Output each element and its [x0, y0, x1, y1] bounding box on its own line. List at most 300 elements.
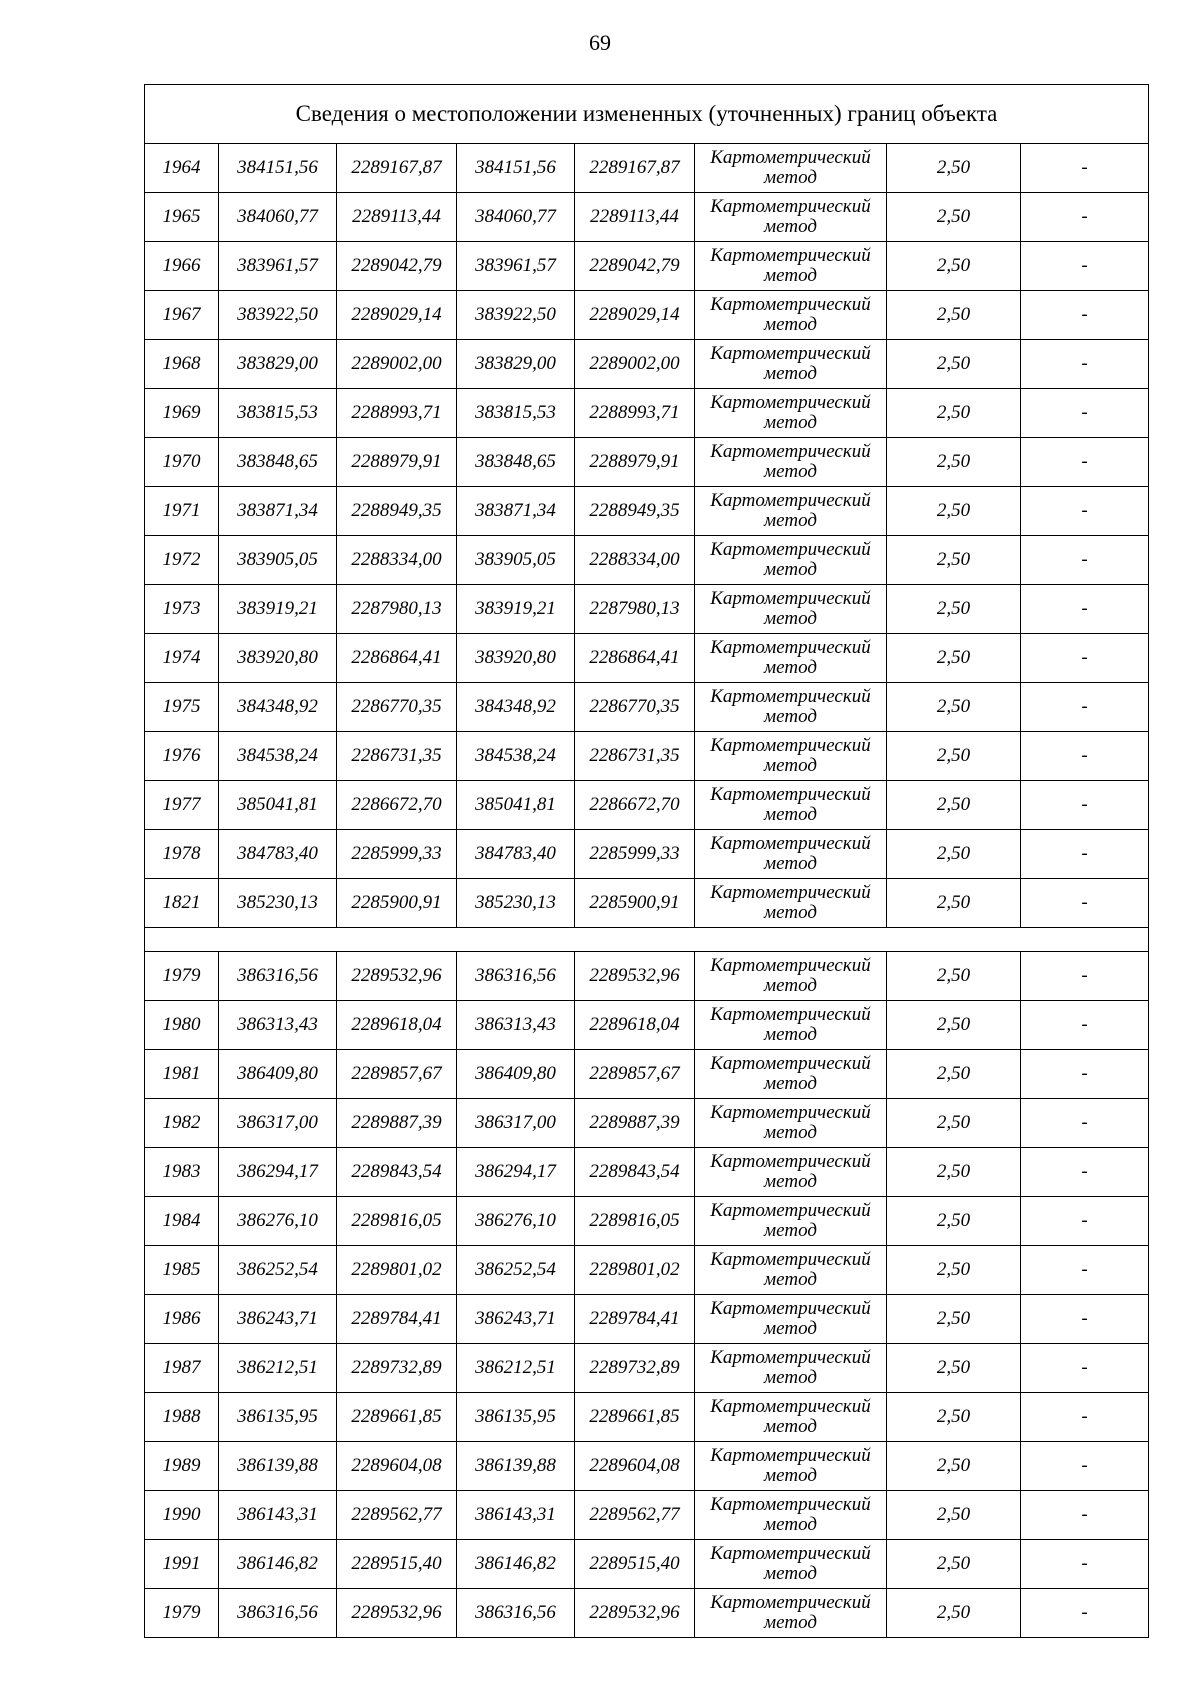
method-cell [695, 389, 887, 438]
existing-x-cell: 384060,77 [219, 193, 337, 242]
accuracy-cell: 2,50 [887, 291, 1021, 340]
existing-y-cell: 2289562,77 [337, 1491, 457, 1540]
existing-x-cell: 383920,80 [219, 634, 337, 683]
method-line2: метод [764, 706, 817, 727]
point-number-cell: 1985 [145, 1246, 219, 1295]
point-number-cell: 1821 [145, 879, 219, 928]
refined-y-cell: 2289801,02 [575, 1246, 695, 1295]
point-number-cell: 1983 [145, 1148, 219, 1197]
description-cell: - [1021, 487, 1149, 536]
method-line2: метод [764, 1220, 817, 1241]
accuracy-cell: 2,50 [887, 1050, 1021, 1099]
refined-x-cell: 383871,34 [457, 487, 575, 536]
refined-x-cell: 386135,95 [457, 1393, 575, 1442]
method-line1: Картометрический [710, 441, 871, 462]
point-number-cell: 1970 [145, 438, 219, 487]
existing-x-cell: 386316,56 [219, 1589, 337, 1638]
method-cell [695, 487, 887, 536]
method-line1: Картометрический [710, 147, 871, 168]
accuracy-cell: 2,50 [887, 683, 1021, 732]
method-line1: Картометрический [710, 490, 871, 511]
method-line1: Картометрический [710, 1445, 871, 1466]
method-cell [695, 1344, 887, 1393]
description-cell: - [1021, 1344, 1149, 1393]
refined-x-cell: 383920,80 [457, 634, 575, 683]
refined-x-cell: 383961,57 [457, 242, 575, 291]
existing-x-cell: 386317,00 [219, 1099, 337, 1148]
description-cell: - [1021, 1148, 1149, 1197]
method-line1: Картометрический [710, 392, 871, 413]
existing-x-cell: 386409,80 [219, 1050, 337, 1099]
description-cell: - [1021, 732, 1149, 781]
accuracy-cell: 2,50 [887, 1197, 1021, 1246]
description-cell: - [1021, 879, 1149, 928]
accuracy-cell: 2,50 [887, 732, 1021, 781]
existing-y-cell: 2286672,70 [337, 781, 457, 830]
refined-y-cell: 2289562,77 [575, 1491, 695, 1540]
table-row [145, 1246, 1149, 1295]
accuracy-cell: 2,50 [887, 585, 1021, 634]
existing-x-cell: 386212,51 [219, 1344, 337, 1393]
table-row [145, 830, 1149, 879]
refined-x-cell: 384783,40 [457, 830, 575, 879]
existing-x-cell: 383922,50 [219, 291, 337, 340]
refined-y-cell: 2289532,96 [575, 1589, 695, 1638]
table-row [145, 1491, 1149, 1540]
existing-y-cell: 2289784,41 [337, 1295, 457, 1344]
refined-y-cell: 2286864,41 [575, 634, 695, 683]
refined-x-cell: 383815,53 [457, 389, 575, 438]
method-line1: Картометрический [710, 686, 871, 707]
description-cell: - [1021, 781, 1149, 830]
existing-y-cell: 2285999,33 [337, 830, 457, 879]
accuracy-cell: 2,50 [887, 1001, 1021, 1050]
existing-y-cell: 2289661,85 [337, 1393, 457, 1442]
refined-x-cell: 386252,54 [457, 1246, 575, 1295]
existing-y-cell: 2289532,96 [337, 952, 457, 1001]
table-row [145, 1393, 1149, 1442]
point-number-cell: 1980 [145, 1001, 219, 1050]
method-line2: метод [764, 412, 817, 433]
method-cell [695, 879, 887, 928]
method-cell [695, 1050, 887, 1099]
existing-x-cell: 386252,54 [219, 1246, 337, 1295]
method-cell [695, 536, 887, 585]
existing-x-cell: 383815,53 [219, 389, 337, 438]
refined-x-cell: 386276,10 [457, 1197, 575, 1246]
existing-x-cell: 386316,56 [219, 952, 337, 1001]
description-cell: - [1021, 536, 1149, 585]
method-line2: метод [764, 804, 817, 825]
existing-y-cell: 2289532,96 [337, 1589, 457, 1638]
point-number-cell: 1979 [145, 952, 219, 1001]
point-number-cell: 1982 [145, 1099, 219, 1148]
accuracy-cell: 2,50 [887, 1442, 1021, 1491]
point-number-cell: 1972 [145, 536, 219, 585]
table-row [145, 1001, 1149, 1050]
method-line1: Картометрический [710, 1200, 871, 1221]
table-row [145, 1148, 1149, 1197]
method-cell [695, 1393, 887, 1442]
method-line2: метод [764, 1073, 817, 1094]
method-cell [695, 1099, 887, 1148]
description-cell: - [1021, 1050, 1149, 1099]
refined-y-cell: 2289816,05 [575, 1197, 695, 1246]
description-cell: - [1021, 1099, 1149, 1148]
point-number-cell: 1978 [145, 830, 219, 879]
refined-x-cell: 384348,92 [457, 683, 575, 732]
accuracy-cell: 2,50 [887, 144, 1021, 193]
point-number-cell: 1984 [145, 1197, 219, 1246]
description-cell: - [1021, 340, 1149, 389]
method-line1: Картометрический [710, 1004, 871, 1025]
method-line1: Картометрический [710, 637, 871, 658]
accuracy-cell: 2,50 [887, 952, 1021, 1001]
method-line1: Картометрический [710, 1543, 871, 1564]
method-line1: Картометрический [710, 343, 871, 364]
point-number-cell: 1987 [145, 1344, 219, 1393]
refined-y-cell: 2289042,79 [575, 242, 695, 291]
refined-y-cell: 2289515,40 [575, 1540, 695, 1589]
refined-x-cell: 386316,56 [457, 952, 575, 1001]
method-line1: Картометрический [710, 1347, 871, 1368]
method-line2: метод [764, 363, 817, 384]
refined-x-cell: 384151,56 [457, 144, 575, 193]
refined-y-cell: 2289784,41 [575, 1295, 695, 1344]
method-line2: метод [764, 1563, 817, 1584]
refined-y-cell: 2288979,91 [575, 438, 695, 487]
accuracy-cell: 2,50 [887, 1540, 1021, 1589]
existing-y-cell: 2288993,71 [337, 389, 457, 438]
method-cell [695, 1589, 887, 1638]
existing-x-cell: 385230,13 [219, 879, 337, 928]
existing-x-cell: 383905,05 [219, 536, 337, 585]
description-cell: - [1021, 1589, 1149, 1638]
table-row [145, 389, 1149, 438]
method-cell [695, 634, 887, 683]
method-line2: метод [764, 1465, 817, 1486]
table-row [145, 1050, 1149, 1099]
method-line1: Картометрический [710, 784, 871, 805]
refined-x-cell: 383919,21 [457, 585, 575, 634]
refined-x-cell: 386409,80 [457, 1050, 575, 1099]
method-line1: Картометрический [710, 1249, 871, 1270]
method-line2: метод [764, 1171, 817, 1192]
table-row [145, 585, 1149, 634]
method-line1: Картометрический [710, 294, 871, 315]
description-cell: - [1021, 438, 1149, 487]
refined-x-cell: 383829,00 [457, 340, 575, 389]
method-line2: метод [764, 902, 817, 923]
accuracy-cell: 2,50 [887, 1295, 1021, 1344]
method-line2: метод [764, 461, 817, 482]
point-number-cell: 1989 [145, 1442, 219, 1491]
point-number-cell: 1967 [145, 291, 219, 340]
method-cell [695, 1246, 887, 1295]
refined-y-cell: 2289604,08 [575, 1442, 695, 1491]
existing-y-cell: 2289002,00 [337, 340, 457, 389]
accuracy-cell: 2,50 [887, 242, 1021, 291]
table-row [145, 242, 1149, 291]
method-line2: метод [764, 975, 817, 996]
existing-y-cell: 2289887,39 [337, 1099, 457, 1148]
existing-y-cell: 2289515,40 [337, 1540, 457, 1589]
description-cell: - [1021, 634, 1149, 683]
point-number-cell: 1976 [145, 732, 219, 781]
table-row [145, 340, 1149, 389]
refined-y-cell: 2289887,39 [575, 1099, 695, 1148]
page-number: 69 [589, 30, 611, 55]
accuracy-cell: 2,50 [887, 781, 1021, 830]
accuracy-cell: 2,50 [887, 389, 1021, 438]
existing-y-cell: 2289042,79 [337, 242, 457, 291]
existing-x-cell: 386146,82 [219, 1540, 337, 1589]
refined-x-cell: 384538,24 [457, 732, 575, 781]
method-line2: метод [764, 1612, 817, 1633]
table-row [145, 1197, 1149, 1246]
accuracy-cell: 2,50 [887, 1393, 1021, 1442]
method-line2: метод [764, 510, 817, 531]
existing-x-cell: 383829,00 [219, 340, 337, 389]
table-title: Сведения о местоположении измененных (уточненных) границ объекта [145, 85, 1149, 144]
refined-y-cell: 2289857,67 [575, 1050, 695, 1099]
table-row [145, 1540, 1149, 1589]
existing-y-cell: 2289816,05 [337, 1197, 457, 1246]
accuracy-cell: 2,50 [887, 438, 1021, 487]
existing-y-cell: 2289167,87 [337, 144, 457, 193]
refined-y-cell: 2289618,04 [575, 1001, 695, 1050]
method-line2: метод [764, 1122, 817, 1143]
method-line1: Картометрический [710, 245, 871, 266]
table-row [145, 536, 1149, 585]
table-title-row [145, 85, 1149, 144]
accuracy-cell: 2,50 [887, 1099, 1021, 1148]
refined-x-cell: 383848,65 [457, 438, 575, 487]
refined-x-cell: 386313,43 [457, 1001, 575, 1050]
refined-x-cell: 386139,88 [457, 1442, 575, 1491]
accuracy-cell: 2,50 [887, 830, 1021, 879]
method-cell [695, 1295, 887, 1344]
description-cell: - [1021, 1491, 1149, 1540]
refined-y-cell: 2286731,35 [575, 732, 695, 781]
method-line2: метод [764, 1318, 817, 1339]
method-line2: метод [764, 314, 817, 335]
existing-x-cell: 384538,24 [219, 732, 337, 781]
method-line1: Картометрический [710, 196, 871, 217]
point-number-cell: 1991 [145, 1540, 219, 1589]
refined-y-cell: 2289167,87 [575, 144, 695, 193]
method-cell [695, 340, 887, 389]
table-row [145, 879, 1149, 928]
method-cell [695, 683, 887, 732]
method-line2: метод [764, 1514, 817, 1535]
point-number-cell: 1971 [145, 487, 219, 536]
method-cell [695, 1197, 887, 1246]
refined-x-cell: 383905,05 [457, 536, 575, 585]
description-cell: - [1021, 830, 1149, 879]
description-cell: - [1021, 1393, 1149, 1442]
accuracy-cell: 2,50 [887, 1589, 1021, 1638]
existing-x-cell: 383871,34 [219, 487, 337, 536]
method-line2: метод [764, 265, 817, 286]
point-number-cell: 1986 [145, 1295, 219, 1344]
existing-y-cell: 2289618,04 [337, 1001, 457, 1050]
accuracy-cell: 2,50 [887, 1344, 1021, 1393]
accuracy-cell: 2,50 [887, 193, 1021, 242]
existing-y-cell: 2286731,35 [337, 732, 457, 781]
refined-y-cell: 2289532,96 [575, 952, 695, 1001]
description-cell: - [1021, 1295, 1149, 1344]
point-number-cell: 1973 [145, 585, 219, 634]
existing-y-cell: 2288979,91 [337, 438, 457, 487]
boundary-coordinates-table [144, 84, 1149, 1638]
method-line1: Картометрический [710, 955, 871, 976]
method-line2: метод [764, 216, 817, 237]
accuracy-cell: 2,50 [887, 340, 1021, 389]
refined-y-cell: 2289002,00 [575, 340, 695, 389]
accuracy-cell: 2,50 [887, 1148, 1021, 1197]
table-row [145, 952, 1149, 1001]
refined-y-cell: 2287980,13 [575, 585, 695, 634]
section-separator-row [145, 928, 1149, 952]
existing-x-cell: 386135,95 [219, 1393, 337, 1442]
section-separator [145, 928, 1149, 952]
point-number-cell: 1969 [145, 389, 219, 438]
existing-x-cell: 383848,65 [219, 438, 337, 487]
accuracy-cell: 2,50 [887, 879, 1021, 928]
method-line1: Картометрический [710, 1494, 871, 1515]
table-row [145, 683, 1149, 732]
method-cell [695, 1148, 887, 1197]
existing-y-cell: 2286770,35 [337, 683, 457, 732]
refined-x-cell: 386146,82 [457, 1540, 575, 1589]
refined-y-cell: 2288334,00 [575, 536, 695, 585]
description-cell: - [1021, 1001, 1149, 1050]
method-cell [695, 1001, 887, 1050]
method-line2: метод [764, 167, 817, 188]
point-number-cell: 1979 [145, 1589, 219, 1638]
accuracy-cell: 2,50 [887, 1491, 1021, 1540]
method-cell [695, 438, 887, 487]
point-number-cell: 1964 [145, 144, 219, 193]
table-row [145, 1442, 1149, 1491]
method-cell [695, 732, 887, 781]
refined-x-cell: 386143,31 [457, 1491, 575, 1540]
method-line1: Картометрический [710, 1053, 871, 1074]
refined-y-cell: 2286672,70 [575, 781, 695, 830]
method-cell [695, 585, 887, 634]
table-row [145, 1589, 1149, 1638]
table-row [145, 438, 1149, 487]
table-row [145, 1344, 1149, 1393]
refined-x-cell: 385041,81 [457, 781, 575, 830]
description-cell: - [1021, 683, 1149, 732]
refined-x-cell: 386212,51 [457, 1344, 575, 1393]
description-cell: - [1021, 291, 1149, 340]
table-row [145, 144, 1149, 193]
method-line2: метод [764, 1269, 817, 1290]
existing-y-cell: 2289604,08 [337, 1442, 457, 1491]
refined-x-cell: 383922,50 [457, 291, 575, 340]
existing-x-cell: 383919,21 [219, 585, 337, 634]
existing-y-cell: 2288949,35 [337, 487, 457, 536]
method-line1: Картометрический [710, 735, 871, 756]
refined-y-cell: 2289029,14 [575, 291, 695, 340]
table-row [145, 291, 1149, 340]
existing-x-cell: 386276,10 [219, 1197, 337, 1246]
description-cell: - [1021, 585, 1149, 634]
existing-y-cell: 2289857,67 [337, 1050, 457, 1099]
existing-y-cell: 2289029,14 [337, 291, 457, 340]
existing-x-cell: 383961,57 [219, 242, 337, 291]
refined-x-cell: 386243,71 [457, 1295, 575, 1344]
method-line1: Картометрический [710, 1102, 871, 1123]
method-cell [695, 193, 887, 242]
method-line2: метод [764, 1367, 817, 1388]
refined-y-cell: 2285999,33 [575, 830, 695, 879]
table-row [145, 487, 1149, 536]
table-row [145, 732, 1149, 781]
refined-x-cell: 386317,00 [457, 1099, 575, 1148]
method-line1: Картометрический [710, 539, 871, 560]
method-line1: Картометрический [710, 1396, 871, 1417]
method-cell [695, 291, 887, 340]
refined-y-cell: 2286770,35 [575, 683, 695, 732]
refined-x-cell: 386294,17 [457, 1148, 575, 1197]
method-cell [695, 1491, 887, 1540]
description-cell: - [1021, 389, 1149, 438]
refined-x-cell: 386316,56 [457, 1589, 575, 1638]
refined-x-cell: 384060,77 [457, 193, 575, 242]
existing-y-cell: 2289732,89 [337, 1344, 457, 1393]
description-cell: - [1021, 1540, 1149, 1589]
method-line2: метод [764, 853, 817, 874]
existing-x-cell: 386313,43 [219, 1001, 337, 1050]
existing-x-cell: 384783,40 [219, 830, 337, 879]
refined-y-cell: 2288949,35 [575, 487, 695, 536]
refined-y-cell: 2285900,91 [575, 879, 695, 928]
accuracy-cell: 2,50 [887, 536, 1021, 585]
method-line1: Картометрический [710, 882, 871, 903]
method-line2: метод [764, 755, 817, 776]
accuracy-cell: 2,50 [887, 487, 1021, 536]
accuracy-cell: 2,50 [887, 634, 1021, 683]
method-cell [695, 242, 887, 291]
existing-y-cell: 2289801,02 [337, 1246, 457, 1295]
refined-y-cell: 2289113,44 [575, 193, 695, 242]
refined-y-cell: 2288993,71 [575, 389, 695, 438]
description-cell: - [1021, 1246, 1149, 1295]
existing-y-cell: 2288334,00 [337, 536, 457, 585]
table-row [145, 1099, 1149, 1148]
existing-x-cell: 384348,92 [219, 683, 337, 732]
method-line2: метод [764, 1024, 817, 1045]
table-row [145, 781, 1149, 830]
existing-x-cell: 386243,71 [219, 1295, 337, 1344]
point-number-cell: 1974 [145, 634, 219, 683]
method-line1: Картометрический [710, 1298, 871, 1319]
description-cell: - [1021, 144, 1149, 193]
refined-y-cell: 2289732,89 [575, 1344, 695, 1393]
method-line1: Картометрический [710, 588, 871, 609]
point-number-cell: 1965 [145, 193, 219, 242]
point-number-cell: 1990 [145, 1491, 219, 1540]
existing-x-cell: 386139,88 [219, 1442, 337, 1491]
method-cell [695, 1540, 887, 1589]
method-cell [695, 1442, 887, 1491]
point-number-cell: 1988 [145, 1393, 219, 1442]
method-line1: Картометрический [710, 1592, 871, 1613]
